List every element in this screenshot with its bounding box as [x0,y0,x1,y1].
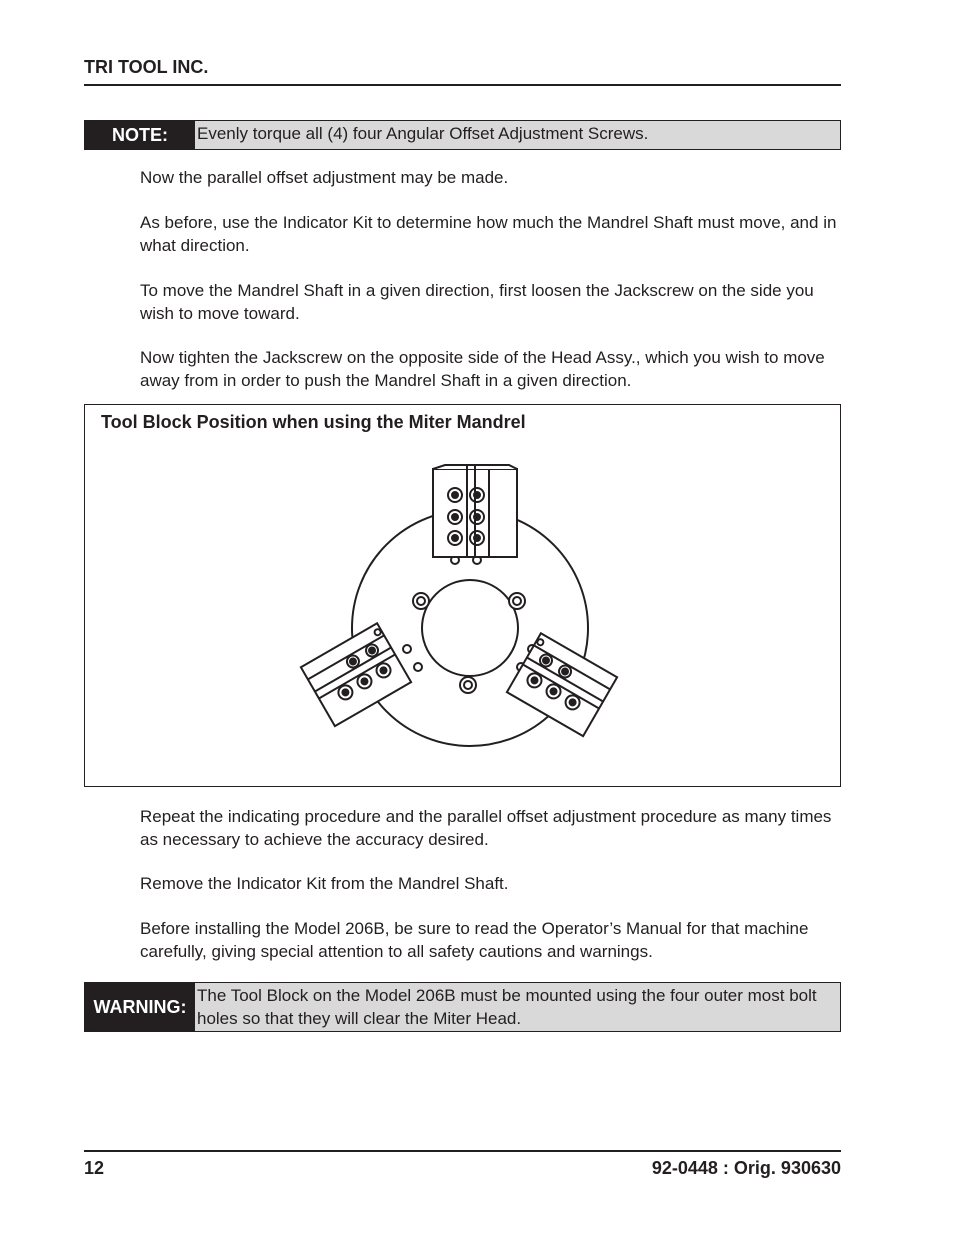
page-number: 12 [84,1158,105,1178]
figure-box [84,404,841,787]
note-text: Evenly torque all (4) four Angular Offset Adjustment Screws. [195,121,840,149]
header-rule [84,84,841,86]
paragraph-before-installing: Before installing the Model 206B, be sure to read the Operator’s Manual for that machine carefully, giving special attention to all safety cautions and warnings. [140,919,809,961]
bolt-hole [460,677,476,693]
header-title: TRI TOOL INC. [84,57,209,77]
paragraph-remove-indicator: Remove the Indicator Kit from the Mandrel Shaft. [140,874,509,893]
paragraph-indicator-kit: As before, use the Indicator Kit to determine how much the Mandrel Shaft must move, and in what direction. [140,213,837,255]
paragraph-loosen-jackscrew: To move the Mandrel Shaft in a given direction, first loosen the Jackscrew on the side you wish to move toward. [140,281,814,323]
footer-rule [84,1150,841,1152]
mandrel-bore [422,580,518,676]
figure-title: Tool Block Position when using the Miter Mandrel [101,412,526,432]
bolt-hole [509,593,525,609]
warning-text: The Tool Block on the Model 206B must be mounted using the four outer most bolt holes so that they will clear the Miter Head. [195,983,840,1031]
tool-block-top [433,465,517,557]
warning-label: WARNING: [85,983,195,1031]
warning-callout [84,982,841,1032]
note-callout [84,120,841,150]
paragraph-parallel-offset: Now the parallel offset adjustment may be made. [140,168,509,187]
note-label: NOTE: [85,121,195,149]
paragraph-repeat-procedure: Repeat the indicating procedure and the parallel offset adjustment procedure as many times as necessary to achieve the accuracy desired. [140,807,832,849]
miter-head-tool-block-diagram [85,405,840,786]
bolt-hole [413,593,429,609]
paragraph-tighten-jackscrew: Now tighten the Jackscrew on the opposite side of the Head Assy., which you wish to move away from in order to push the Mandrel Shaft in a given direction. [140,348,825,390]
document-reference: 92-0448 : Orig. 930630 [651,1158,841,1178]
